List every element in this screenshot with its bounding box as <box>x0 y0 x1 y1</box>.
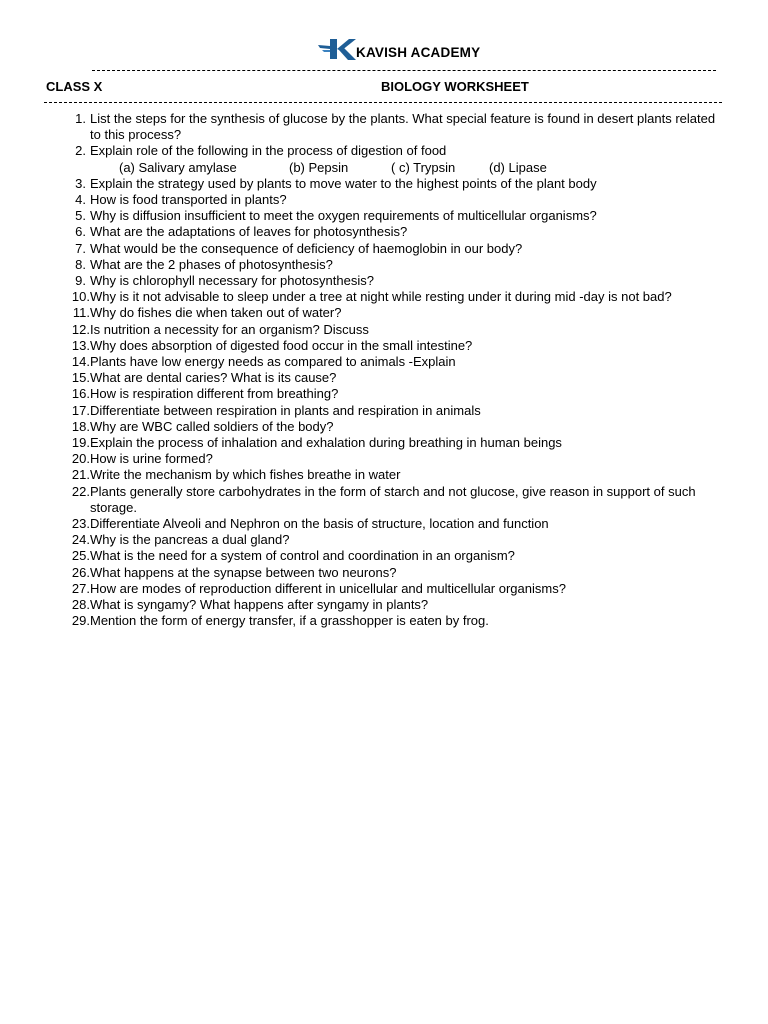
question-text: How is urine formed? <box>90 451 213 467</box>
question-text: Is nutrition a necessity for an organism? Discuss <box>90 321 369 337</box>
question-number: 12. <box>71 321 90 337</box>
question-item <box>56 176 724 192</box>
question-number: 25. <box>71 548 90 564</box>
question-text: Write the mechanism by which fishes breathe in water <box>90 467 401 483</box>
header-divider-top <box>92 70 716 71</box>
question-text: What happens at the synapse between two neurons? <box>90 564 397 580</box>
question-text: Explain role of the following in the process of digestion of food <box>90 143 447 159</box>
academy-logo <box>318 36 480 62</box>
question-item <box>56 613 724 629</box>
question-text: Differentiate between respiration in plants and respiration in animals <box>90 402 481 418</box>
question-number: 7. <box>75 240 86 256</box>
question-text: Why do fishes die when taken out of water? <box>90 305 342 321</box>
question-text: Mention the form of energy transfer, if a grasshopper is eaten by frog. <box>90 613 489 629</box>
question-number: 27. <box>71 580 90 596</box>
question-item <box>56 403 724 419</box>
question-item <box>56 208 724 224</box>
question-number: 19. <box>71 435 90 451</box>
question-item <box>56 111 724 143</box>
question-item <box>56 257 724 273</box>
question-item <box>56 273 724 289</box>
question-number: 29. <box>71 613 90 629</box>
question-item <box>56 241 724 257</box>
question-text: How is respiration different from breathing? <box>90 386 339 402</box>
question-item <box>56 532 724 548</box>
question-item <box>56 354 724 370</box>
question-text: Why does absorption of digested food occur in the small intestine? <box>90 337 473 353</box>
question-item <box>56 386 724 402</box>
worksheet-title: BIOLOGY WORKSHEET <box>381 79 529 94</box>
question-item <box>56 143 724 159</box>
question-item <box>56 548 724 564</box>
question-text: Explain the process of inhalation and exhalation during breathing in human beings <box>90 435 562 451</box>
question-text: Differentiate Alveoli and Nephron on the basis of structure, location and function <box>90 516 549 532</box>
question-number: 21. <box>71 467 90 483</box>
option-c: ( c) Trypsin <box>391 159 456 175</box>
question-item <box>56 516 724 532</box>
question-text: Why are WBC called soldiers of the body? <box>90 418 334 434</box>
header-divider-bottom <box>44 102 722 103</box>
question-text: How are modes of reproduction different in unicellular and multicellular organisms? <box>90 580 566 596</box>
question-number: 8. <box>75 256 86 272</box>
question-number: 24. <box>71 532 90 548</box>
question-number: 2. <box>75 143 86 159</box>
question-text: What is the need for a system of control and coordination in an organism? <box>90 548 515 564</box>
question-text: Why is the pancreas a dual gland? <box>90 532 290 548</box>
question-item <box>56 192 724 208</box>
question-item <box>56 289 724 305</box>
question-number: 16. <box>71 386 90 402</box>
question-item <box>56 419 724 435</box>
option-a: (a) Salivary amylase <box>119 159 237 175</box>
question-number: 20. <box>71 451 90 467</box>
option-d: (d) Lipase <box>489 159 547 175</box>
question-item <box>56 581 724 597</box>
question-item <box>56 435 724 451</box>
question-text: List the steps for the synthesis of glucose by the plants. What special feature is found in desert plants related to this process? <box>90 111 716 143</box>
question-item <box>56 224 724 240</box>
question-number: 26. <box>71 564 90 580</box>
question-number: 5. <box>75 208 86 224</box>
question-item <box>56 305 724 321</box>
question-text: What are the 2 phases of photosynthesis? <box>90 256 333 272</box>
question-item <box>56 467 724 483</box>
option-b: (b) Pepsin <box>289 159 349 175</box>
question-number: 4. <box>75 192 86 208</box>
class-label: CLASS X <box>46 79 103 94</box>
question-text: Plants generally store carbohydrates in the form of starch and not glucose, give reason in support of such storage. <box>90 483 696 515</box>
kavish-k-logo-icon <box>318 36 358 62</box>
question-number: 10. <box>71 289 90 305</box>
question-item <box>56 322 724 338</box>
question-list <box>56 111 724 630</box>
academy-name: KAVISH ACADEMY <box>356 45 481 60</box>
question-item <box>56 484 724 516</box>
question-item <box>56 338 724 354</box>
question-number: 11. <box>72 305 90 321</box>
question-number: 23. <box>71 516 90 532</box>
question-text: How is food transported in plants? <box>90 192 287 208</box>
question-number: 22. <box>71 483 90 499</box>
question-number: 14. <box>71 354 90 370</box>
question-item <box>56 565 724 581</box>
question-number: 28. <box>71 597 90 613</box>
question-text: Why is chlorophyll necessary for photosynthesis? <box>90 273 374 289</box>
question-number: 13. <box>71 337 90 353</box>
question-item <box>56 597 724 613</box>
question-text: Plants have low energy needs as compared to animals -Explain <box>90 354 456 370</box>
question-number: 17. <box>71 402 90 418</box>
question-item <box>56 370 724 386</box>
question-text: What are the adaptations of leaves for photosynthesis? <box>90 224 408 240</box>
question-text: Why is it not advisable to sleep under a tree at night while resting under it during mid -day is not bad? <box>90 289 672 305</box>
question-number: 18. <box>71 418 90 434</box>
question-text: Why is diffusion insufficient to meet the oxygen requirements of multicellular organisms? <box>90 208 597 224</box>
question-number: 3. <box>75 175 86 191</box>
question-number: 1. <box>75 111 86 126</box>
question-number: 9. <box>75 273 86 289</box>
question-text: What are dental caries? What is its cause? <box>90 370 337 386</box>
question-text: What would be the consequence of deficiency of haemoglobin in our body? <box>90 240 523 256</box>
question-number: 6. <box>75 224 86 240</box>
question-item <box>56 451 724 467</box>
question-text: Explain the strategy used by plants to move water to the highest points of the plant body <box>90 175 597 191</box>
question-number: 15. <box>71 370 90 386</box>
question-text: What is syngamy? What happens after syngamy in plants? <box>90 597 429 613</box>
question-2-options <box>56 160 724 176</box>
